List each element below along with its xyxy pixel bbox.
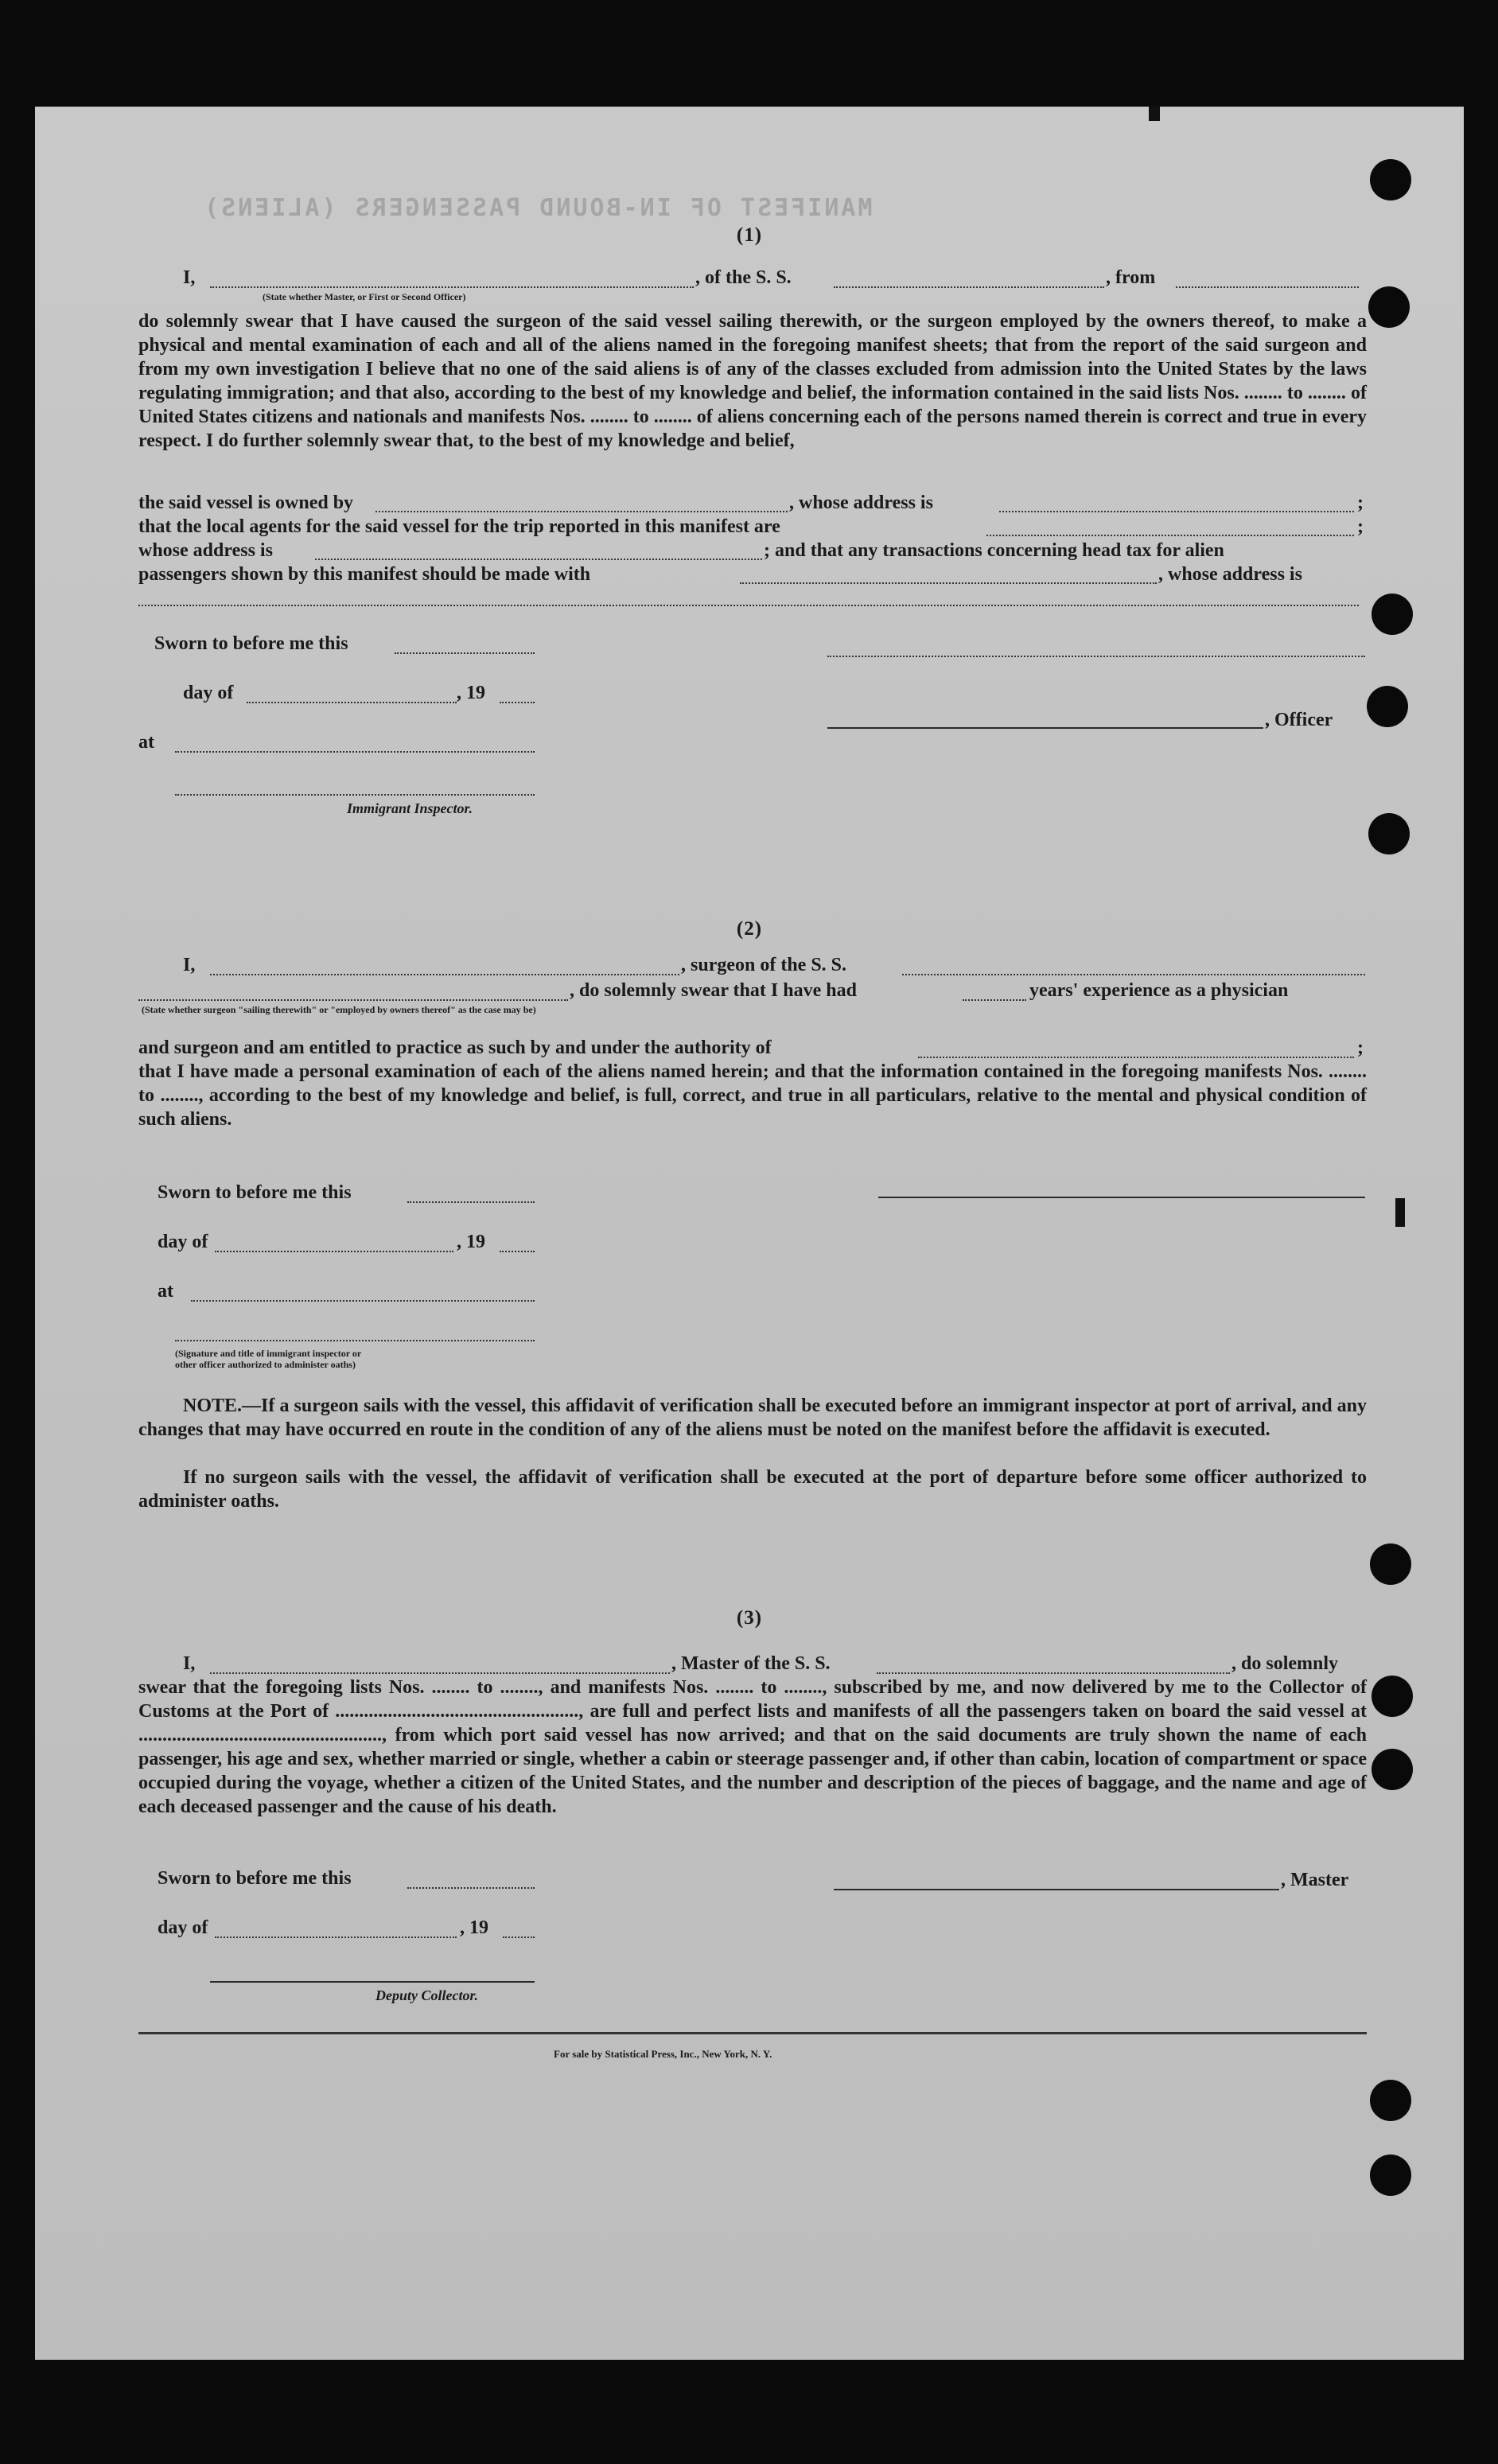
s2-surgeon-of: , surgeon of the S. S. bbox=[681, 955, 847, 975]
s2-authority-line bbox=[918, 1057, 1354, 1058]
s2-sig-caption-2: other officer authorized to administer oaths) bbox=[175, 1359, 356, 1370]
s1-head-tax: ; and that any transactions concerning head tax for alien bbox=[764, 540, 1224, 561]
s2-i-label: I, bbox=[183, 955, 196, 975]
semicolon: ; bbox=[1357, 516, 1364, 537]
s1-passengers: passengers shown by this manifest should be made with bbox=[138, 564, 591, 585]
punch-hole bbox=[1372, 594, 1413, 635]
s1-vessel-line bbox=[834, 286, 1104, 288]
s3-master-of: , Master of the S. S. bbox=[671, 1653, 831, 1674]
semicolon: ; bbox=[1357, 492, 1364, 513]
punch-hole bbox=[1370, 159, 1411, 200]
s1-day-line bbox=[247, 702, 457, 703]
s1-officer-label: , Officer bbox=[1265, 710, 1333, 730]
bleed-through-header: MANIFEST OF IN-BOUND PASSENGERS (ALIENS) bbox=[202, 194, 873, 222]
s1-owner-line bbox=[375, 511, 788, 512]
s3-day-of-label: day of bbox=[158, 1917, 208, 1938]
s2-day-line bbox=[215, 1251, 453, 1252]
s3-sworn-label: Sworn to before me this bbox=[158, 1868, 352, 1889]
s1-of-ss-label: , of the S. S. bbox=[695, 267, 792, 288]
s2-years-line bbox=[963, 999, 1026, 1001]
s1-i-label: I, bbox=[183, 267, 196, 288]
s2-caption: (State whether surgeon "sailing therewith" or "employed by owners thereof" as the case may be) bbox=[142, 1004, 536, 1015]
punch-hole bbox=[1370, 2155, 1411, 2196]
punch-hole bbox=[1372, 1749, 1413, 1790]
s2-inspector-line bbox=[175, 1340, 535, 1341]
s1-inspector-line bbox=[175, 794, 535, 796]
s1-officer-line-1 bbox=[827, 656, 1365, 657]
s3-deputy-line bbox=[210, 1981, 535, 1983]
punch-hole bbox=[1368, 813, 1410, 854]
punch-hole bbox=[1370, 2080, 1411, 2121]
s2-sig-caption-1: (Signature and title of immigrant inspector or bbox=[175, 1348, 362, 1359]
s3-sworn-line bbox=[407, 1887, 535, 1889]
s2-vessel-line bbox=[902, 974, 1365, 975]
punch-hole bbox=[1370, 1543, 1411, 1585]
s1-owner-address-label: , whose address is bbox=[789, 492, 933, 513]
section-1-number: (1) bbox=[736, 224, 763, 246]
s1-head-tax-line bbox=[740, 582, 1157, 584]
s2-sworn-label: Sworn to before me this bbox=[158, 1182, 352, 1203]
s3-do-solemnly: , do solemnly bbox=[1231, 1653, 1339, 1674]
s1-year-label: , 19 bbox=[457, 683, 485, 703]
s2-surgeon-signature-line bbox=[878, 1197, 1365, 1198]
s2-surgeon-type-line bbox=[138, 999, 568, 1001]
section-2-number: (2) bbox=[736, 918, 763, 940]
s1-owner-address-line bbox=[999, 511, 1354, 512]
punch-hole bbox=[1367, 686, 1408, 727]
s2-years: years' experience as a physician bbox=[1029, 980, 1289, 1001]
s1-officer-signature-line bbox=[827, 727, 1263, 729]
s1-agents-address-line bbox=[315, 559, 762, 560]
s1-owned-by: the said vessel is owned by bbox=[138, 492, 354, 513]
s1-year-line bbox=[500, 702, 535, 703]
section-3-number: (3) bbox=[736, 1607, 763, 1629]
s1-from-label: , from bbox=[1106, 267, 1156, 288]
s3-master-label: , Master bbox=[1281, 1870, 1349, 1890]
s3-i-label: I, bbox=[183, 1653, 196, 1674]
s2-sworn-line bbox=[407, 1201, 535, 1203]
s2-practice: and surgeon and am entitled to practice as such by and under the authority of bbox=[138, 1037, 772, 1058]
semicolon: ; bbox=[1357, 1037, 1364, 1058]
footer-sale-notice: For sale by Statistical Press, Inc., New York, N. Y. bbox=[554, 2048, 772, 2060]
s3-name-line bbox=[210, 1672, 670, 1674]
s1-agents-address-label: whose address is bbox=[138, 540, 273, 561]
s3-vessel-line bbox=[877, 1672, 1230, 1674]
manifest-back-page bbox=[35, 107, 1464, 2360]
s1-head-tax-address-line bbox=[138, 605, 1359, 606]
s1-from-line bbox=[1176, 286, 1359, 288]
s1-agents-line bbox=[986, 535, 1354, 536]
s2-paragraph: that I have made a personal examination of each of the aliens named herein; and that the information contained in the foregoing manifests Nos. ........ to ........, according to the best of my knowledge and belief, is full, correct, and true in all particulars, relative to the mental and physical condition of such aliens. bbox=[138, 1061, 1367, 1130]
s1-master-line bbox=[210, 286, 694, 288]
s2-year-line bbox=[500, 1251, 535, 1252]
s1-day-of-label: day of bbox=[183, 683, 234, 703]
s2-swear: , do solemnly swear that I have had bbox=[570, 980, 857, 1001]
s1-sworn-label: Sworn to before me this bbox=[154, 633, 348, 654]
punch-hole bbox=[1372, 1676, 1413, 1717]
s2-year-label: , 19 bbox=[457, 1232, 485, 1252]
footer-rule bbox=[138, 2032, 1367, 2034]
s1-head-tax-address-label: , whose address is bbox=[1158, 564, 1302, 585]
s3-year-line bbox=[503, 1937, 535, 1938]
s2-at-label: at bbox=[158, 1281, 173, 1302]
s3-deputy-caption: Deputy Collector. bbox=[375, 1987, 478, 2003]
s1-at-label: at bbox=[138, 732, 154, 753]
s1-sworn-line bbox=[395, 652, 535, 654]
s3-day-line bbox=[215, 1937, 457, 1938]
ink-mark bbox=[1149, 107, 1160, 121]
s1-inspector-caption: Immigrant Inspector. bbox=[347, 800, 473, 816]
s1-master-caption: (State whether Master, or First or Second Officer) bbox=[263, 291, 466, 302]
s1-local-agents: that the local agents for the said vessel for the trip reported in this manifest are bbox=[138, 516, 780, 537]
s3-master-signature-line bbox=[834, 1889, 1279, 1890]
note-paragraph-2: If no surgeon sails with the vessel, the affidavit of verification shall be executed at the port of departure before some officer authorized to administer oaths. bbox=[138, 1467, 1367, 1512]
s1-oath-paragraph: do solemnly swear that I have caused the surgeon of the said vessel sailing therewith, or the surgeon employed by the owners thereof, to make a physical and mental examination of each and all of the aliens named in the foregoing manifest sheets; that from the report of the said surgeon and from my own investigation I believe that no one of the said aliens is of any of the classes excluded from admission into the United States by the laws regulating immigration; and that also, according to the best of my knowledge and belief, the information contained in the said lists Nos. ........ to ........ of United States citizens and nationals and manifests Nos. ........ to ........ of aliens concerning each of the persons named therein is correct and true in every respect. I do further solemnly swear that, to the best of my knowledge and belief, bbox=[138, 311, 1367, 451]
ink-mark bbox=[1395, 1198, 1405, 1227]
s1-at-line bbox=[175, 751, 535, 753]
note-paragraph-1: NOTE.—If a surgeon sails with the vessel, this affidavit of verification shall be executed before an immigrant inspector at port of arrival, and any changes that may have occurred en route in the condition of any of the aliens must be noted on the manifest before the affidavit is executed. bbox=[138, 1395, 1367, 1440]
s2-name-line bbox=[210, 974, 679, 975]
s2-day-of-label: day of bbox=[158, 1232, 208, 1252]
s3-year-label: , 19 bbox=[460, 1917, 488, 1938]
s2-at-line bbox=[191, 1300, 535, 1302]
s3-paragraph: swear that the foregoing lists Nos. ........ to ........, and manifests Nos. ........ to ........, subscribed by me, and now delivered by me to the Collector of Customs at the Port of ..................................................., are full and perfect lists and manifests of all the passengers taken on board the said vessel at ..................................................., from which port said vessel has now arrived; and that on the said documents are truly shown the name of each passenger, his age and sex, whether married or single, whether a cabin or steerage passenger and, if other than cabin, location of compartment or space occupied during the voyage, whether a citizen of the United States, and the number and description of the pieces of baggage, and the name and age of each deceased passenger and the cause of his death. bbox=[138, 1677, 1367, 1817]
punch-hole bbox=[1368, 286, 1410, 328]
